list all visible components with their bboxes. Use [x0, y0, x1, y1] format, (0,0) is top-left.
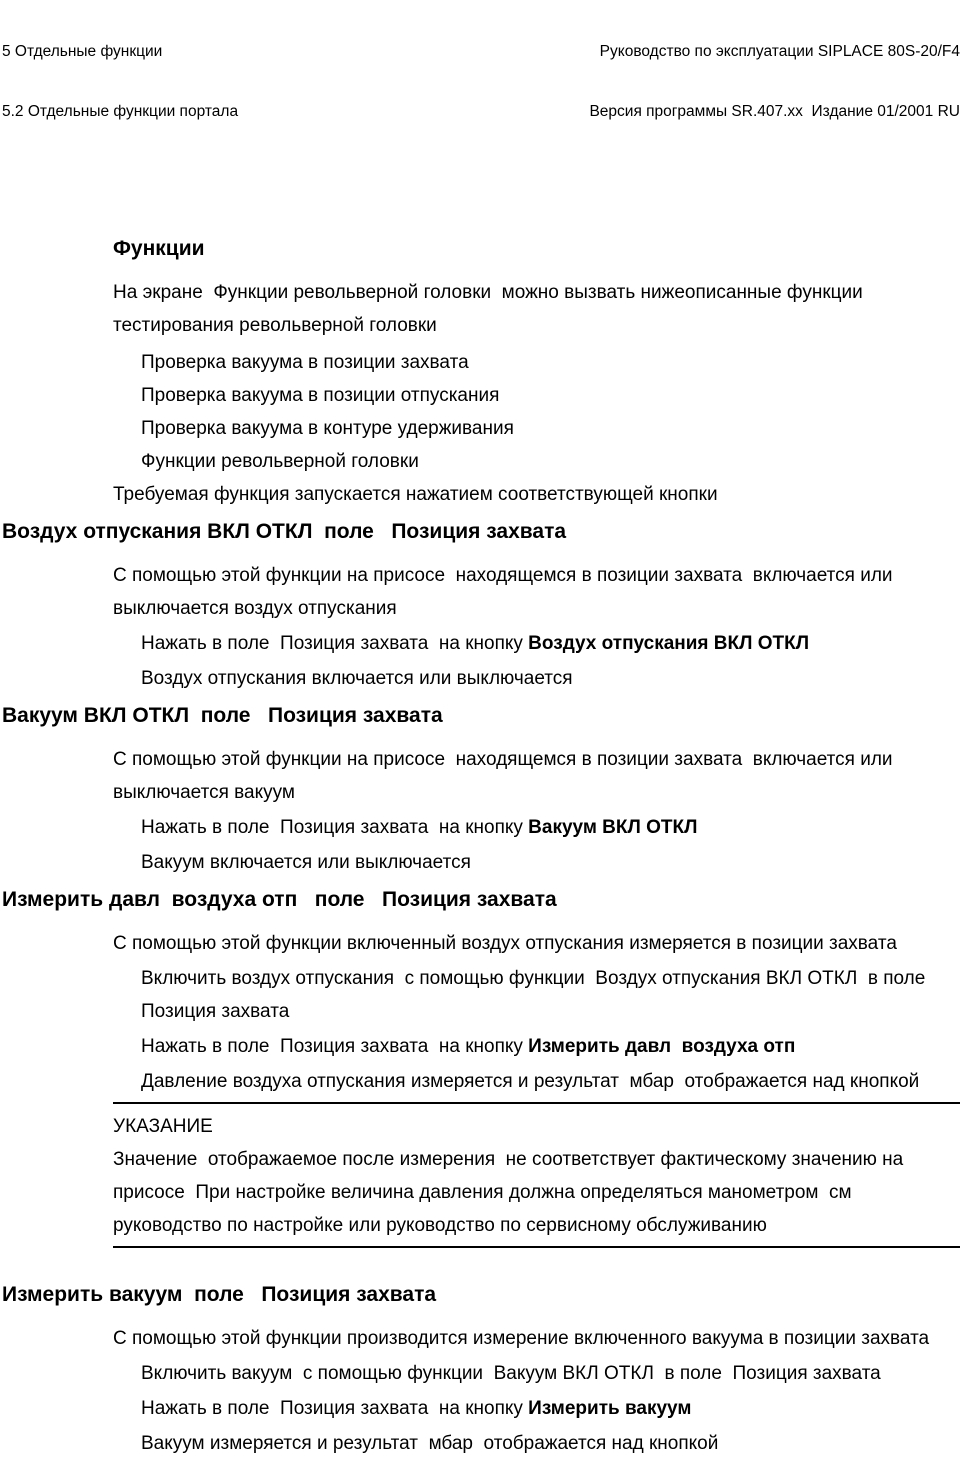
function-section — [2, 1282, 960, 1460]
step-line — [141, 1065, 960, 1098]
section-title: Измерить вакуум поле Позиция захвата — [2, 1283, 437, 1306]
page-body — [2, 236, 960, 1460]
intro-section — [2, 236, 960, 511]
function-section — [2, 703, 960, 879]
note-rule-top — [113, 1102, 960, 1104]
header-manual-title: Руководство по эксплуатации SIPLACE 80S-20/F4 — [599, 43, 960, 60]
header-section: 5.2 Отдельные функции портала — [2, 103, 239, 120]
intro-closing: Требуемая функция запускается нажатием соответствующей кнопки — [113, 484, 718, 505]
header-chapter: 5 Отдельные функции — [2, 43, 163, 60]
step-text: Вакуум включается или выключается — [141, 852, 471, 873]
step-line — [141, 1357, 960, 1390]
header-right — [589, 2, 960, 162]
section-title: Измерить давл воздуха отп поле Позиция захвата — [2, 888, 557, 911]
note-title: УКАЗАНИЕ — [113, 1116, 213, 1137]
section-title: Воздух отпускания ВКЛ ОТКЛ поле Позиция захвата — [2, 520, 567, 543]
step-line — [141, 1392, 960, 1425]
step-line — [141, 846, 960, 879]
section-paragraph: С помощью этой функции включенный воздух отпускания измеряется в позиции захвата — [113, 933, 897, 954]
note-text: Значение отображаемое после измерения не соответствует фактическому значению на присосе При настройке величина давления должна определяться манометром см руководство по настройке или руководство по сервисному обслуживанию — [113, 1149, 909, 1236]
header-left — [2, 2, 238, 162]
step-text: Давление воздуха отпускания измеряется и результат мбар отображается над кнопкой — [141, 1071, 920, 1092]
step-line — [141, 962, 960, 1028]
section-paragraph: С помощью этой функции на присосе находящемся в позиции захвата включается или выключается вакуум — [113, 749, 898, 803]
step-button-name: Вакуум ВКЛ ОТКЛ — [528, 817, 698, 838]
intro-paragraph: На экране Функции револьверной головки можно вызвать нижеописанные функции тестирования револьверной головки — [113, 282, 869, 336]
step-line — [141, 627, 960, 660]
step-text: Включить воздух отпускания с помощью функции Воздух отпускания ВКЛ ОТКЛ в поле Позиция захвата — [141, 968, 936, 1022]
intro-heading: Функции — [113, 237, 205, 260]
page-header — [2, 2, 960, 162]
function-section — [2, 519, 960, 695]
step-line — [141, 811, 960, 844]
step-line — [141, 662, 960, 695]
step-text: Нажать в поле Позиция захвата на кнопку — [141, 817, 529, 838]
step-button-name: Измерить давл воздуха отп — [528, 1036, 796, 1057]
section-paragraph: С помощью этой функции производится измерение включенного вакуума в позиции захвата — [113, 1328, 930, 1349]
step-text: Вакуум измеряется и результат мбар отображается над кнопкой — [141, 1433, 719, 1454]
function-list — [2, 346, 960, 478]
function-section — [2, 887, 960, 1248]
function-sections — [2, 519, 960, 1460]
step-text: Нажать в поле Позиция захвата на кнопку — [141, 1036, 529, 1057]
step-button-name: Воздух отпускания ВКЛ ОТКЛ — [528, 633, 810, 654]
step-button-name: Измерить вакуум — [528, 1398, 692, 1419]
list-item: Функции револьверной головки — [141, 451, 419, 472]
step-line — [141, 1427, 960, 1460]
list-item: Проверка вакуума в контуре удерживания — [141, 418, 514, 439]
section-title: Вакуум ВКЛ ОТКЛ поле Позиция захвата — [2, 704, 443, 727]
list-item: Проверка вакуума в позиции отпускания — [141, 385, 500, 406]
note-rule-bottom — [113, 1246, 960, 1248]
step-text: Воздух отпускания включается или выключается — [141, 668, 573, 689]
step-line — [141, 1030, 960, 1063]
header-version-line: Версия программы SR.407.xx Издание 01/2001 RU — [589, 103, 960, 120]
list-item: Проверка вакуума в позиции захвата — [141, 352, 469, 373]
step-text: Включить вакуум с помощью функции Вакуум ВКЛ ОТКЛ в поле Позиция захвата — [141, 1363, 881, 1384]
section-paragraph: С помощью этой функции на присосе находящемся в позиции захвата включается или выключается воздух отпускания — [113, 565, 898, 619]
step-text: Нажать в поле Позиция захвата на кнопку — [141, 1398, 529, 1419]
step-text: Нажать в поле Позиция захвата на кнопку — [141, 633, 529, 654]
